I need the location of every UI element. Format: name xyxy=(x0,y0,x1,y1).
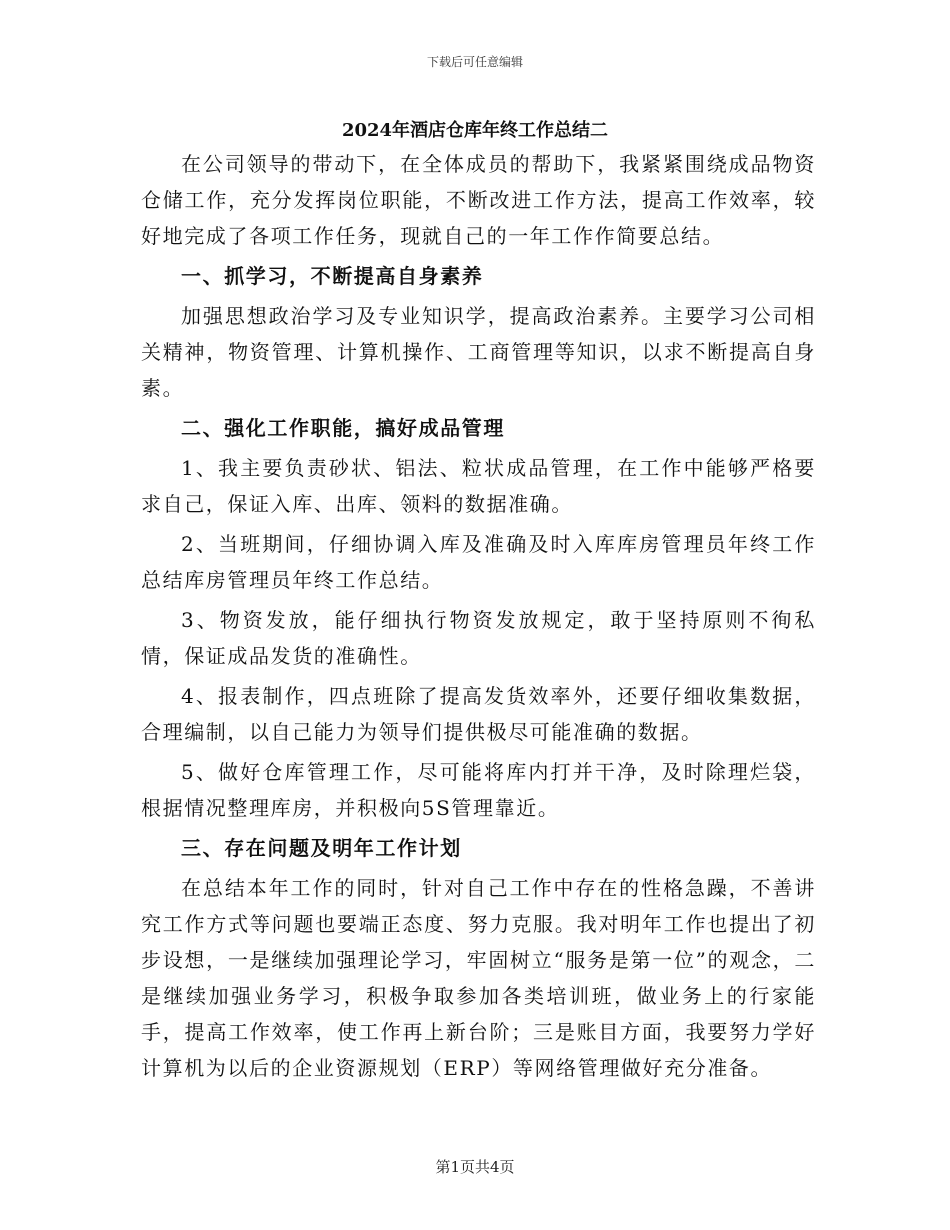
paragraph-item-3: 3、物资发放，能仔细执行物资发放规定，敢于坚持原则不徇私情，保证成品发货的准确性。 xyxy=(141,608,816,668)
paragraph-study: 加强思想政治学习及专业知识学，提高政治素养。主要学习公司相关精神，物资管理、计算机操作、工商管理等知识，以求不断提高自身素。 xyxy=(141,304,816,400)
header-note: 下载后可任意编辑 xyxy=(426,55,523,69)
document-body xyxy=(141,146,816,1090)
page-footer: 第1页共4页 xyxy=(435,1158,515,1176)
paragraph-item-4: 4、报表制作，四点班除了提高发货效率外，还要仔细收集数据，合理编制，以自己能力为领导们提供极尽可能准确的数据。 xyxy=(141,684,816,744)
paragraph-item-2: 2、当班期间，仔细协调入库及准确及时入库库房管理员年终工作总结库房管理员年终工作总结。 xyxy=(141,532,816,592)
section-heading-3: 三、存在问题及明年工作计划 xyxy=(181,836,462,860)
paragraph-item-1: 1、我主要负责砂状、铝法、粒状成品管理，在工作中能够严格要求自己，保证入库、出库、领料的数据准确。 xyxy=(141,456,816,516)
document-title: 2024年酒店仓库年终工作总结二 xyxy=(341,120,609,141)
section-heading-2: 二、强化工作职能，搞好成品管理 xyxy=(181,416,505,440)
paragraph-intro: 在公司领导的带动下，在全体成员的帮助下，我紧紧围绕成品物资仓储工作，充分发挥岗位职能，不断改进工作方法，提高工作效率，较好地完成了各项工作任务，现就自己的一年工作作简要总结。 xyxy=(141,152,816,248)
paragraph-item-5: 5、做好仓库管理工作，尽可能将库内打并干净，及时除理烂袋，根据情况整理库房，并积极向5S管理靠近。 xyxy=(141,760,816,820)
section-heading-1: 一、抓学习，不断提高自身素养 xyxy=(181,264,484,288)
paragraph-plan: 在总结本年工作的同时，针对自己工作中存在的性格急躁，不善讲究工作方式等问题也要端正态度、努力克服。我对明年工作也提出了初步设想，一是继续加强理论学习，牢固树立“服务是第一位”的观念，二是继续加强业务学习，积极争取参加各类培训班，做业务上的行家能手，提高工作效率，使工作再上新台阶；三是账目方面，我要努力学好计算机为以后的企业资源规划（ERP）等网络管理做好充分准备。 xyxy=(141,876,816,1080)
